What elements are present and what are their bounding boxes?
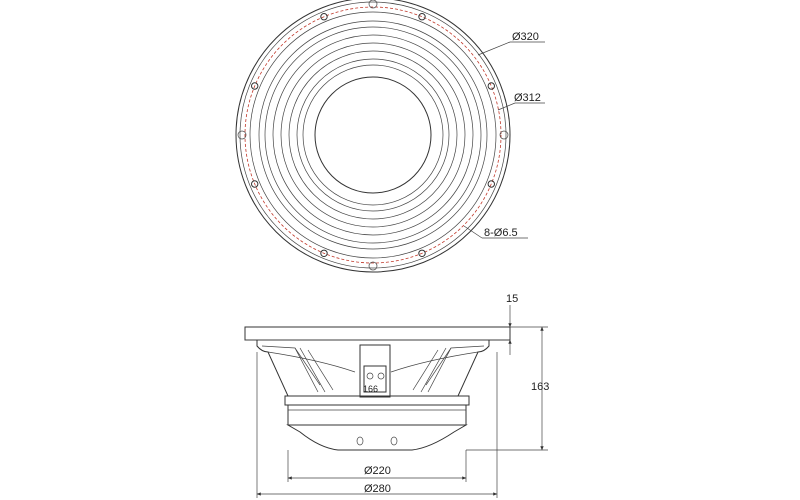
mounting-hole [488,83,494,89]
flange-thickness-label: 15 [506,293,519,305]
mounting-hole [419,14,425,20]
holes-label: 8-Ø6.5 [484,227,518,239]
magnet-diameter-label: Ø220 [364,465,391,477]
frame-inner-circle [250,12,496,258]
surround-ring-1 [265,27,481,243]
side-view [245,293,549,498]
outer-diameter-leader [478,42,510,55]
terminal-screw-left [367,373,373,379]
holes-leader [464,226,482,238]
surround-ring-outer [259,21,487,249]
cone-ring-2 [297,59,449,211]
overall-diameter-label: Ø280 [364,483,391,495]
frame-rim-circle [240,2,506,268]
mounting-flange [245,327,510,340]
top-view [236,0,545,272]
vent-left [357,437,363,445]
outer-diameter-label: Ø320 [512,31,539,43]
magnet [288,405,466,425]
mounting-holes [238,0,508,270]
surround-ring-3 [281,43,465,227]
cone-ring-1 [289,51,457,219]
bolt-circle [245,7,501,263]
cone-ring-3 [303,65,443,205]
height-label: 163 [531,381,550,393]
bolt-circle-label: Ø312 [514,92,541,104]
terminal-screw-right [378,373,384,379]
frame-outer-circle [236,0,510,272]
basket-arm-right [413,348,451,392]
basket-arm-left [295,348,333,392]
terminal-label: 166 [363,384,379,394]
dust-cap-ring [315,77,431,193]
back-plate [288,425,466,450]
vent-right [391,437,397,445]
